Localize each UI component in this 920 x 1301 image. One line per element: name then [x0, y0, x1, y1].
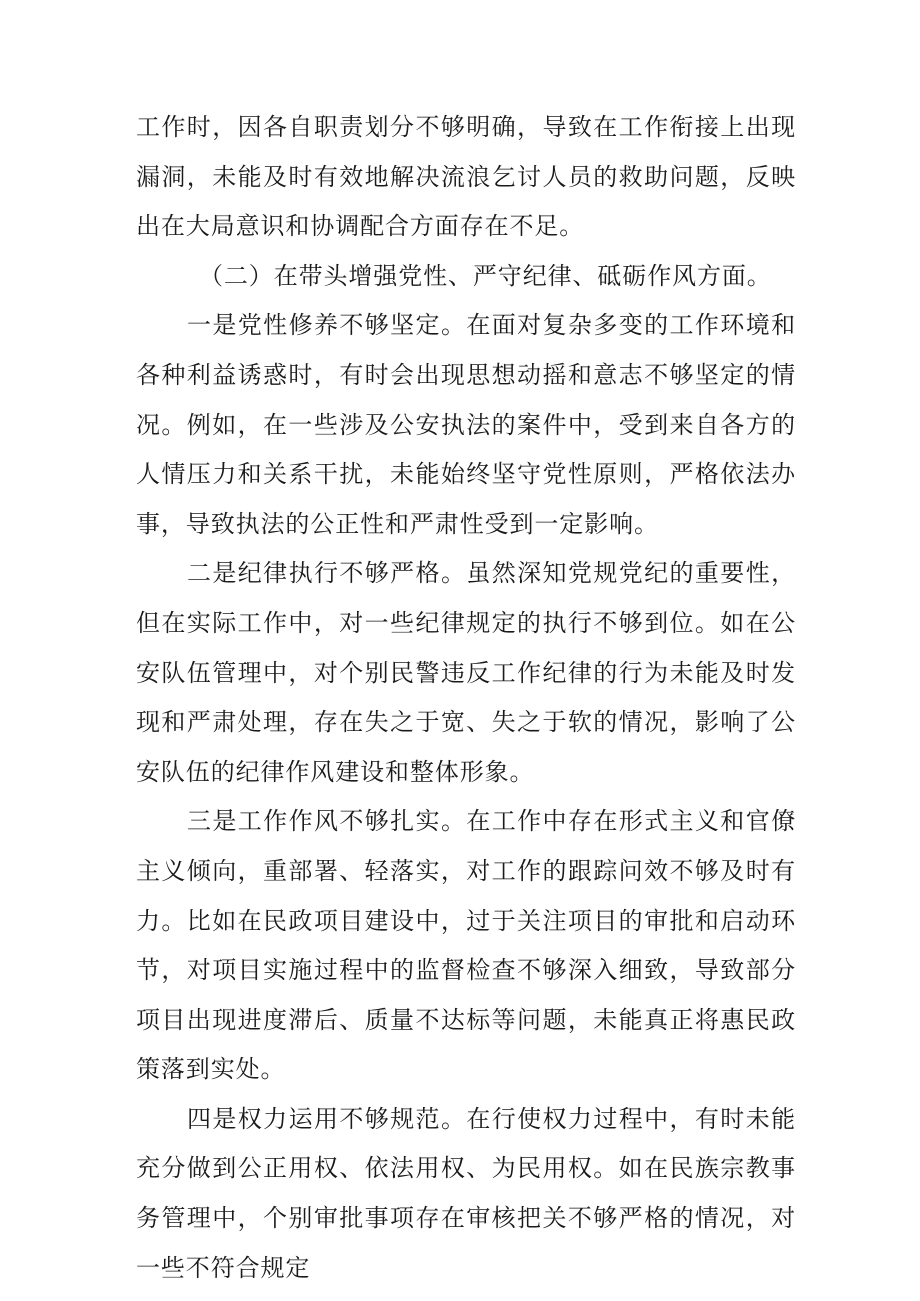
paragraph-point-four: 四是权力运用不够规范。在行使权力过程中，有时未能充分做到公正用权、依法用权、为民用权。如在民族宗教事务管理中，个别审批事项存在审核把关不够严格的情况，对一些不符合规定 [136, 1104, 796, 1282]
paragraph-point-one: 一是党性修养不够坚定。在面对复杂多变的工作环境和各种利益诱惑时，有时会出现思想动摇和意志不够坚定的情况。例如，在一些涉及公安执法的案件中，受到来自各方的人情压力和关系干扰，未能始终坚守党性原则，严格依法办事，导致执法的公正性和严肃性受到一定影响。 [136, 311, 796, 538]
section-heading: （二）在带头增强党性、严守纪律、砥砺作风方面。 [199, 261, 772, 290]
paragraph-point-two: 二是纪律执行不够严格。虽然深知党规党纪的重要性，但在实际工作中，对一些纪律规定的执行不够到位。如在公安队伍管理中，对个别民警违反工作纪律的行为未能及时发现和严肃处理，存在失之于宽、失之于软的情况，影响了公安队伍的纪律作风建设和整体形象。 [136, 559, 796, 786]
paragraph-point-three: 三是工作作风不够扎实。在工作中存在形式主义和官僚主义倾向，重部署、轻落实，对工作的跟踪问效不够及时有力。比如在民政项目建设中，过于关注项目的审批和启动环节，对项目实施过程中的监督检查不够深入细致，导致部分项目出现进度滞后、质量不达标等问题，未能真正将惠民政策落到实处。 [136, 807, 796, 1084]
document-body [136, 103, 796, 1293]
continued-paragraph: 工作时，因各自职责划分不够明确，导致在工作衔接上出现漏洞，未能及时有效地解决流浪乞讨人员的救助问题，反映出在大局意识和协调配合方面存在不足。 [136, 113, 796, 241]
